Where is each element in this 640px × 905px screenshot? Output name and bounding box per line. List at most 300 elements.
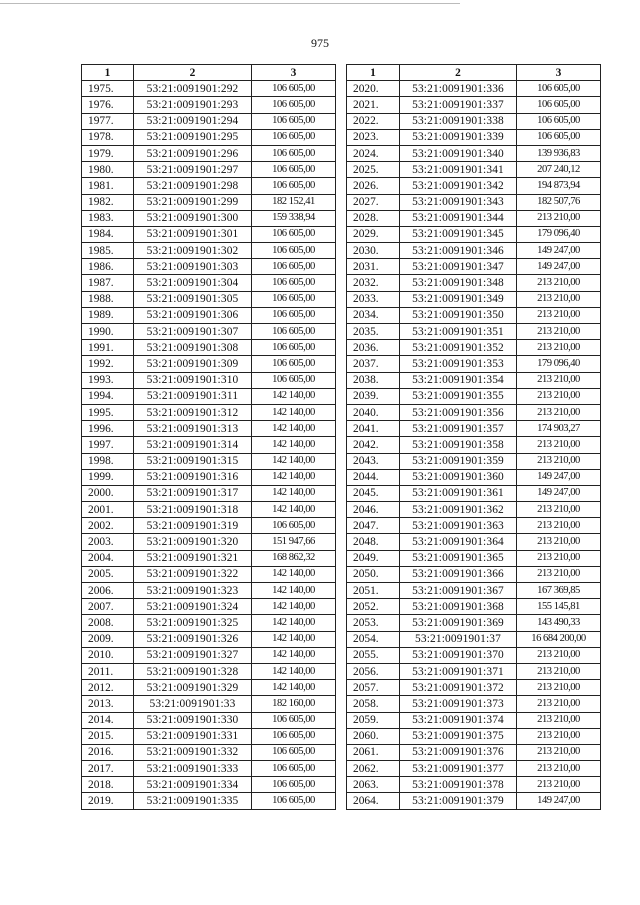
cadastral-number: 53:21:0091901:306 — [134, 307, 252, 323]
cadastral-number: 53:21:0091901:309 — [134, 356, 252, 372]
cadastral-value: 142 140,00 — [252, 404, 336, 420]
table-row — [347, 437, 601, 453]
table-row — [347, 356, 601, 372]
row-number: 2060. — [347, 728, 400, 744]
row-number: 2022. — [347, 113, 400, 129]
table-row — [82, 226, 336, 242]
row-number: 2045. — [347, 485, 400, 501]
table-row — [82, 81, 336, 97]
cadastral-value: 142 140,00 — [252, 680, 336, 696]
table-row — [82, 631, 336, 647]
cadastral-number: 53:21:0091901:321 — [134, 550, 252, 566]
row-number: 2017. — [82, 761, 134, 777]
table-row — [82, 696, 336, 712]
cadastral-value: 16 684 200,00 — [517, 631, 601, 647]
table-row — [347, 145, 601, 161]
cadastral-value: 168 862,32 — [252, 550, 336, 566]
cadastral-value: 106 605,00 — [252, 793, 336, 809]
row-number: 1980. — [82, 162, 134, 178]
cadastral-value: 151 947,66 — [252, 534, 336, 550]
table-row — [347, 566, 601, 582]
cadastral-number: 53:21:0091901:299 — [134, 194, 252, 210]
cadastral-value: 106 605,00 — [252, 145, 336, 161]
table-row — [82, 145, 336, 161]
cadastral-number: 53:21:0091901:360 — [400, 469, 517, 485]
cadastral-value: 142 140,00 — [252, 502, 336, 518]
row-number: 1977. — [82, 113, 134, 129]
table-row — [347, 599, 601, 615]
table-row — [347, 291, 601, 307]
cadastral-value: 142 140,00 — [252, 469, 336, 485]
cadastral-value: 213 210,00 — [517, 744, 601, 760]
table-row — [82, 291, 336, 307]
cadastral-value: 106 605,00 — [252, 307, 336, 323]
cadastral-number: 53:21:0091901:366 — [400, 566, 517, 582]
table-row — [347, 631, 601, 647]
cadastral-number: 53:21:0091901:320 — [134, 534, 252, 550]
parcel-table-left — [81, 64, 336, 810]
cadastral-value: 106 605,00 — [252, 372, 336, 388]
cadastral-number: 53:21:0091901:315 — [134, 453, 252, 469]
column-header-number: 1 — [82, 65, 134, 81]
table-header-row — [82, 65, 336, 81]
cadastral-number: 53:21:0091901:323 — [134, 583, 252, 599]
row-number: 1993. — [82, 372, 134, 388]
row-number: 2015. — [82, 728, 134, 744]
table-row — [347, 324, 601, 340]
cadastral-number: 53:21:0091901:308 — [134, 340, 252, 356]
parcel-table-right — [346, 64, 601, 810]
cadastral-value: 106 605,00 — [252, 226, 336, 242]
row-number: 2033. — [347, 291, 400, 307]
table-row — [82, 97, 336, 113]
cadastral-number: 53:21:0091901:370 — [400, 647, 517, 663]
row-number: 2040. — [347, 404, 400, 420]
column-header-cadastral: 2 — [134, 65, 252, 81]
table-row — [82, 583, 336, 599]
cadastral-value: 139 936,83 — [517, 145, 601, 161]
cadastral-value: 142 140,00 — [252, 631, 336, 647]
table-row — [347, 712, 601, 728]
table-row — [82, 761, 336, 777]
table-row — [347, 97, 601, 113]
table-row — [82, 680, 336, 696]
row-number: 1985. — [82, 243, 134, 259]
cadastral-number: 53:21:0091901:313 — [134, 421, 252, 437]
table-row — [347, 113, 601, 129]
cadastral-value: 213 210,00 — [517, 453, 601, 469]
cadastral-number: 53:21:0091901:362 — [400, 502, 517, 518]
cadastral-number: 53:21:0091901:379 — [400, 793, 517, 809]
row-number: 2030. — [347, 243, 400, 259]
table-row — [347, 421, 601, 437]
cadastral-number: 53:21:0091901:350 — [400, 307, 517, 323]
row-number: 1989. — [82, 307, 134, 323]
cadastral-value: 149 247,00 — [517, 469, 601, 485]
table-row — [347, 615, 601, 631]
cadastral-number: 53:21:0091901:361 — [400, 485, 517, 501]
row-number: 2005. — [82, 566, 134, 582]
table-row — [347, 129, 601, 145]
cadastral-value: 182 160,00 — [252, 696, 336, 712]
row-number: 1996. — [82, 421, 134, 437]
row-number: 2049. — [347, 550, 400, 566]
cadastral-number: 53:21:0091901:319 — [134, 518, 252, 534]
cadastral-value: 213 210,00 — [517, 696, 601, 712]
column-header-cadastral: 2 — [400, 65, 517, 81]
cadastral-value: 143 490,33 — [517, 615, 601, 631]
table-row — [347, 259, 601, 275]
cadastral-number: 53:21:0091901:295 — [134, 129, 252, 145]
cadastral-value: 106 605,00 — [517, 81, 601, 97]
cadastral-number: 53:21:0091901:341 — [400, 162, 517, 178]
row-number: 2044. — [347, 469, 400, 485]
row-number: 2061. — [347, 744, 400, 760]
cadastral-value: 106 605,00 — [252, 340, 336, 356]
row-number: 2026. — [347, 178, 400, 194]
row-number: 2038. — [347, 372, 400, 388]
row-number: 2003. — [82, 534, 134, 550]
cadastral-value: 213 210,00 — [517, 761, 601, 777]
table-body-left — [82, 81, 336, 809]
row-number: 2054. — [347, 631, 400, 647]
cadastral-number: 53:21:0091901:296 — [134, 145, 252, 161]
cadastral-value: 106 605,00 — [252, 761, 336, 777]
table-row — [347, 647, 601, 663]
cadastral-number: 53:21:0091901:336 — [400, 81, 517, 97]
cadastral-number: 53:21:0091901:355 — [400, 388, 517, 404]
cadastral-value: 106 605,00 — [517, 129, 601, 145]
table-row — [347, 761, 601, 777]
cadastral-number: 53:21:0091901:327 — [134, 647, 252, 663]
cadastral-number: 53:21:0091901:354 — [400, 372, 517, 388]
table-body-right — [347, 81, 601, 809]
row-number: 2050. — [347, 566, 400, 582]
row-number: 2031. — [347, 259, 400, 275]
cadastral-value: 213 210,00 — [517, 712, 601, 728]
cadastral-value: 213 210,00 — [517, 324, 601, 340]
table-row — [347, 502, 601, 518]
cadastral-number: 53:21:0091901:331 — [134, 728, 252, 744]
row-number: 1976. — [82, 97, 134, 113]
row-number: 2023. — [347, 129, 400, 145]
table-row — [82, 372, 336, 388]
row-number: 2006. — [82, 583, 134, 599]
row-number: 2058. — [347, 696, 400, 712]
row-number: 2057. — [347, 680, 400, 696]
cadastral-value: 149 247,00 — [517, 243, 601, 259]
row-number: 2048. — [347, 534, 400, 550]
table-row — [82, 178, 336, 194]
row-number: 2007. — [82, 599, 134, 615]
cadastral-value: 182 507,76 — [517, 194, 601, 210]
cadastral-value: 213 210,00 — [517, 534, 601, 550]
table-row — [347, 340, 601, 356]
table-row — [347, 680, 601, 696]
row-number: 2051. — [347, 583, 400, 599]
cadastral-number: 53:21:0091901:339 — [400, 129, 517, 145]
row-number: 2018. — [82, 777, 134, 793]
cadastral-number: 53:21:0091901:367 — [400, 583, 517, 599]
cadastral-number: 53:21:0091901:37 — [400, 631, 517, 647]
cadastral-number: 53:21:0091901:373 — [400, 696, 517, 712]
cadastral-number: 53:21:0091901:349 — [400, 291, 517, 307]
table-row — [82, 793, 336, 809]
cadastral-number: 53:21:0091901:371 — [400, 663, 517, 679]
cadastral-value: 149 247,00 — [517, 793, 601, 809]
cadastral-value: 106 605,00 — [252, 324, 336, 340]
cadastral-value: 167 369,85 — [517, 583, 601, 599]
cadastral-number: 53:21:0091901:33 — [134, 696, 252, 712]
cadastral-value: 142 140,00 — [252, 453, 336, 469]
scan-artifact-line — [0, 3, 460, 4]
column-header-number: 1 — [347, 65, 400, 81]
cadastral-value: 106 605,00 — [252, 518, 336, 534]
cadastral-number: 53:21:0091901:358 — [400, 437, 517, 453]
cadastral-value: 106 605,00 — [252, 243, 336, 259]
column-header-value: 3 — [517, 65, 601, 81]
table-row — [347, 469, 601, 485]
table-row — [347, 453, 601, 469]
table-row — [82, 404, 336, 420]
cadastral-number: 53:21:0091901:338 — [400, 113, 517, 129]
row-number: 1988. — [82, 291, 134, 307]
cadastral-value: 179 096,40 — [517, 356, 601, 372]
table-row — [82, 388, 336, 404]
table-row — [82, 647, 336, 663]
table-row — [347, 226, 601, 242]
row-number: 2011. — [82, 663, 134, 679]
row-number: 1982. — [82, 194, 134, 210]
row-number: 2013. — [82, 696, 134, 712]
table-row — [82, 129, 336, 145]
cadastral-number: 53:21:0091901:345 — [400, 226, 517, 242]
row-number: 1995. — [82, 404, 134, 420]
table-row — [82, 615, 336, 631]
cadastral-number: 53:21:0091901:312 — [134, 404, 252, 420]
cadastral-number: 53:21:0091901:300 — [134, 210, 252, 226]
cadastral-number: 53:21:0091901:340 — [400, 145, 517, 161]
table-row — [82, 307, 336, 323]
cadastral-value: 213 210,00 — [517, 372, 601, 388]
cadastral-number: 53:21:0091901:332 — [134, 744, 252, 760]
cadastral-number: 53:21:0091901:337 — [400, 97, 517, 113]
cadastral-value: 213 210,00 — [517, 502, 601, 518]
cadastral-value: 106 605,00 — [252, 728, 336, 744]
row-number: 2039. — [347, 388, 400, 404]
cadastral-number: 53:21:0091901:311 — [134, 388, 252, 404]
cadastral-number: 53:21:0091901:314 — [134, 437, 252, 453]
table-row — [347, 388, 601, 404]
row-number: 1997. — [82, 437, 134, 453]
row-number: 2016. — [82, 744, 134, 760]
cadastral-value: 142 140,00 — [252, 485, 336, 501]
cadastral-number: 53:21:0091901:322 — [134, 566, 252, 582]
cadastral-value: 159 338,94 — [252, 210, 336, 226]
cadastral-value: 106 605,00 — [252, 744, 336, 760]
table-row — [82, 275, 336, 291]
row-number: 2052. — [347, 599, 400, 615]
table-row — [347, 777, 601, 793]
cadastral-value: 142 140,00 — [252, 647, 336, 663]
cadastral-value: 213 210,00 — [517, 291, 601, 307]
table-row — [347, 663, 601, 679]
cadastral-value: 106 605,00 — [252, 712, 336, 728]
cadastral-number: 53:21:0091901:359 — [400, 453, 517, 469]
cadastral-value: 213 210,00 — [517, 518, 601, 534]
cadastral-number: 53:21:0091901:305 — [134, 291, 252, 307]
table-row — [82, 194, 336, 210]
table-row — [82, 744, 336, 760]
cadastral-value: 213 210,00 — [517, 550, 601, 566]
row-number: 2042. — [347, 437, 400, 453]
table-row — [347, 518, 601, 534]
row-number: 2014. — [82, 712, 134, 728]
row-number: 1978. — [82, 129, 134, 145]
cadastral-number: 53:21:0091901:352 — [400, 340, 517, 356]
table-row — [82, 663, 336, 679]
cadastral-number: 53:21:0091901:357 — [400, 421, 517, 437]
row-number: 2059. — [347, 712, 400, 728]
table-row — [347, 210, 601, 226]
cadastral-number: 53:21:0091901:307 — [134, 324, 252, 340]
table-row — [82, 259, 336, 275]
cadastral-value: 106 605,00 — [517, 113, 601, 129]
cadastral-value: 106 605,00 — [252, 291, 336, 307]
cadastral-number: 53:21:0091901:343 — [400, 194, 517, 210]
row-number: 2043. — [347, 453, 400, 469]
table-row — [82, 437, 336, 453]
row-number: 1987. — [82, 275, 134, 291]
cadastral-number: 53:21:0091901:333 — [134, 761, 252, 777]
cadastral-value: 142 140,00 — [252, 388, 336, 404]
cadastral-value: 194 873,94 — [517, 178, 601, 194]
table-row — [82, 356, 336, 372]
row-number: 2032. — [347, 275, 400, 291]
cadastral-value: 213 210,00 — [517, 307, 601, 323]
cadastral-number: 53:21:0091901:317 — [134, 485, 252, 501]
cadastral-value: 106 605,00 — [252, 356, 336, 372]
row-number: 2021. — [347, 97, 400, 113]
cadastral-number: 53:21:0091901:342 — [400, 178, 517, 194]
cadastral-value: 213 210,00 — [517, 275, 601, 291]
cadastral-value: 142 140,00 — [252, 599, 336, 615]
cadastral-number: 53:21:0091901:346 — [400, 243, 517, 259]
table-row — [347, 744, 601, 760]
row-number: 2025. — [347, 162, 400, 178]
table-row — [347, 793, 601, 809]
cadastral-value: 182 152,41 — [252, 194, 336, 210]
row-number: 1975. — [82, 81, 134, 97]
cadastral-value: 149 247,00 — [517, 485, 601, 501]
row-number: 1979. — [82, 145, 134, 161]
cadastral-number: 53:21:0091901:364 — [400, 534, 517, 550]
table-row — [82, 712, 336, 728]
table-row — [82, 324, 336, 340]
page-number: 975 — [311, 36, 329, 50]
cadastral-number: 53:21:0091901:301 — [134, 226, 252, 242]
row-number: 2034. — [347, 307, 400, 323]
table-row — [82, 162, 336, 178]
table-row — [347, 485, 601, 501]
row-number: 2055. — [347, 647, 400, 663]
cadastral-number: 53:21:0091901:378 — [400, 777, 517, 793]
cadastral-value: 142 140,00 — [252, 421, 336, 437]
cadastral-number: 53:21:0091901:377 — [400, 761, 517, 777]
cadastral-value: 213 210,00 — [517, 437, 601, 453]
table-row — [347, 696, 601, 712]
table-row — [347, 550, 601, 566]
cadastral-value: 213 210,00 — [517, 388, 601, 404]
table-row — [347, 404, 601, 420]
table-row — [347, 275, 601, 291]
table-header-row — [347, 65, 601, 81]
cadastral-value: 213 210,00 — [517, 340, 601, 356]
row-number: 2062. — [347, 761, 400, 777]
cadastral-value: 106 605,00 — [252, 113, 336, 129]
row-number: 2063. — [347, 777, 400, 793]
cadastral-value: 149 247,00 — [517, 259, 601, 275]
cadastral-value: 142 140,00 — [252, 663, 336, 679]
table-row — [347, 728, 601, 744]
cadastral-value: 106 605,00 — [252, 81, 336, 97]
row-number: 2019. — [82, 793, 134, 809]
cadastral-number: 53:21:0091901:353 — [400, 356, 517, 372]
row-number: 1991. — [82, 340, 134, 356]
row-number: 2008. — [82, 615, 134, 631]
cadastral-value: 142 140,00 — [252, 437, 336, 453]
cadastral-number: 53:21:0091901:310 — [134, 372, 252, 388]
cadastral-value: 106 605,00 — [252, 275, 336, 291]
row-number: 1990. — [82, 324, 134, 340]
cadastral-number: 53:21:0091901:348 — [400, 275, 517, 291]
row-number: 2010. — [82, 647, 134, 663]
cadastral-number: 53:21:0091901:363 — [400, 518, 517, 534]
table-row — [82, 421, 336, 437]
row-number: 1981. — [82, 178, 134, 194]
row-number: 2053. — [347, 615, 400, 631]
table-row — [347, 534, 601, 550]
cadastral-number: 53:21:0091901:294 — [134, 113, 252, 129]
cadastral-number: 53:21:0091901:351 — [400, 324, 517, 340]
table-row — [82, 469, 336, 485]
cadastral-value: 106 605,00 — [252, 178, 336, 194]
row-number: 2047. — [347, 518, 400, 534]
cadastral-number: 53:21:0091901:328 — [134, 663, 252, 679]
cadastral-value: 106 605,00 — [517, 97, 601, 113]
cadastral-value: 106 605,00 — [252, 777, 336, 793]
cadastral-value: 213 210,00 — [517, 663, 601, 679]
row-number: 2002. — [82, 518, 134, 534]
row-number: 2024. — [347, 145, 400, 161]
cadastral-number: 53:21:0091901:372 — [400, 680, 517, 696]
cadastral-value: 142 140,00 — [252, 566, 336, 582]
row-number: 2012. — [82, 680, 134, 696]
row-number: 1998. — [82, 453, 134, 469]
cadastral-number: 53:21:0091901:292 — [134, 81, 252, 97]
row-number: 2020. — [347, 81, 400, 97]
row-number: 2001. — [82, 502, 134, 518]
row-number: 2064. — [347, 793, 400, 809]
table-row — [82, 599, 336, 615]
table-row — [82, 485, 336, 501]
table-row — [82, 777, 336, 793]
cadastral-value: 106 605,00 — [252, 129, 336, 145]
column-header-value: 3 — [252, 65, 336, 81]
table-row — [82, 453, 336, 469]
cadastral-value: 207 240,12 — [517, 162, 601, 178]
cadastral-value: 213 210,00 — [517, 777, 601, 793]
